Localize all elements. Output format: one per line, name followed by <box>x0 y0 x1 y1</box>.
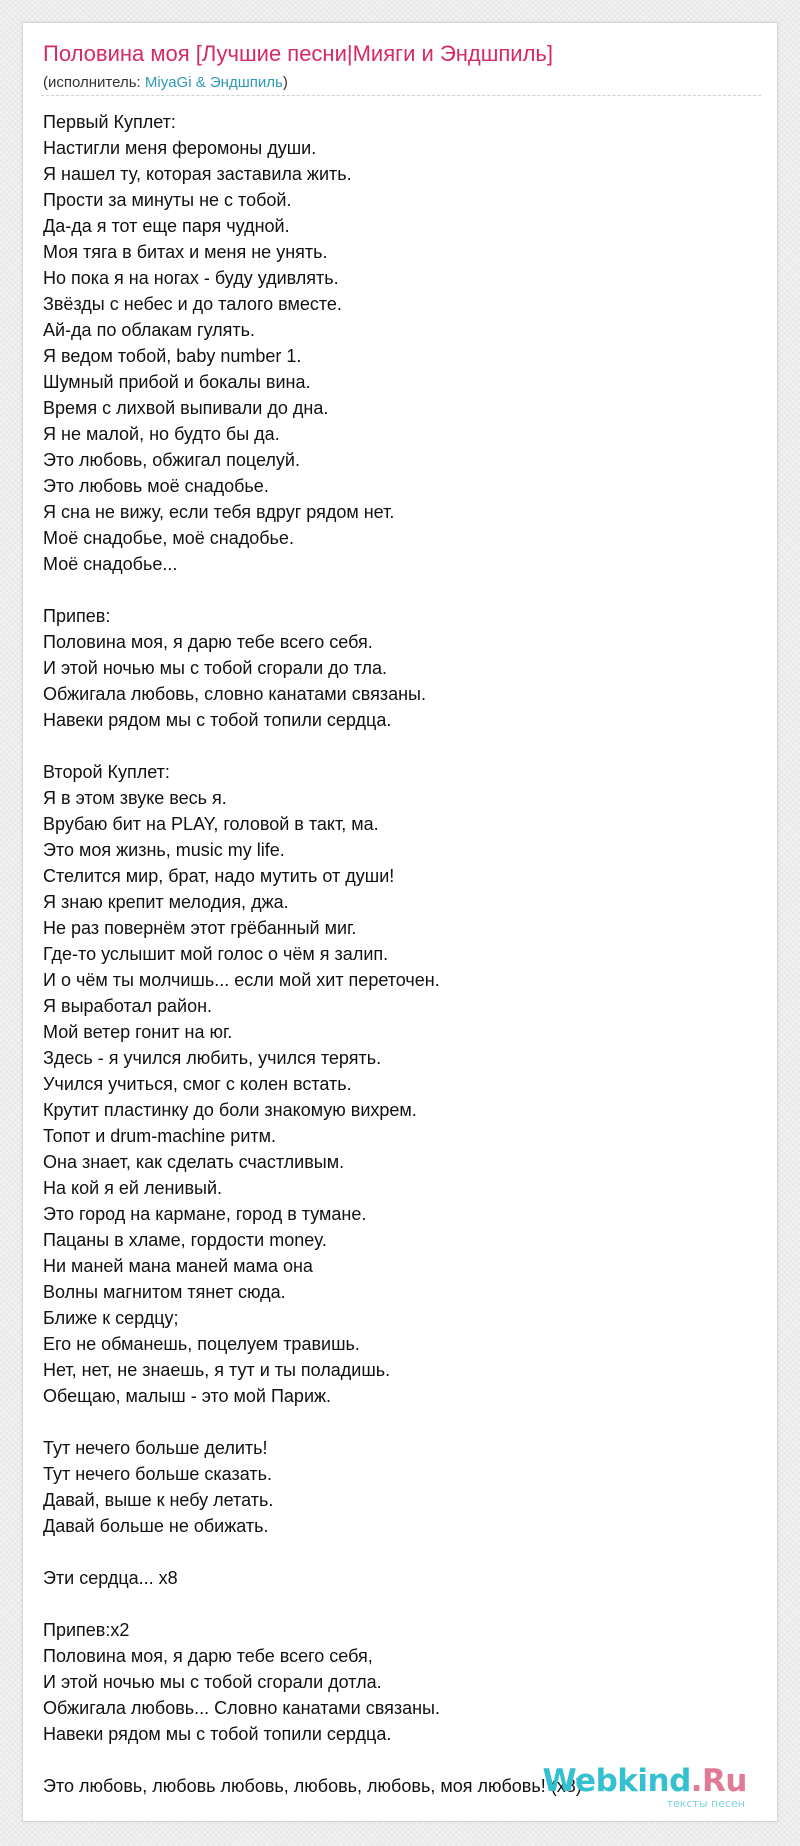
logo-name: Webkind <box>542 1763 691 1799</box>
title-divider <box>41 95 761 96</box>
logo-tld: .Ru <box>690 1763 747 1799</box>
artist-line <box>43 74 288 91</box>
artist-suffix: ) <box>282 74 288 91</box>
logo-tagline: тексты песен <box>666 1797 745 1810</box>
song-title: Половина моя [Лучшие песни|Мияги и Эндшпиль] <box>43 41 554 66</box>
site-logo <box>542 1763 747 1810</box>
lyrics-text: Первый Куплет: Настигли меня феромоны души. Я нашел ту, которая заставила жить. Прости за минуты не с тобой. Да-да я тот еще паря чудной. Моя тяга в битах и меня не унять. Но пока я на ногах - буду удивлять. Звёзды с небес и до талого вместе. Ай-да по облакам гулять. Я ведом тобой, baby number 1. Шумный прибой и бокалы вина. Время с лихвой выпивали до дна. Я не малой, но будто бы да. Это любовь, обжигал поцелуй. Это любовь моё снадобье. Я сна не вижу, если тебя вдруг рядом нет. Моё снадобье, моё снадобье. Моё снадобье... Припев: Половина моя, я дарю тебе всего себя. И этой ночью мы с тобой сгорали до тла. Обжигала любовь, словно канатами связаны. Навеки рядом мы с тобой топили сердца. Второй Куплет: Я в этом звуке весь я. Врубаю бит на PLAY, головой в такт, ма. Это моя жизнь, music my life. Стелится мир, брат, надо мутить от души! Я знаю крепит мелодия, джа. Не раз повернём этот грёбанный миг. Где-то услышит мой голос о чём я залип. И о чём ты молчишь... если мой хит переточен. Я выработал район. Мой ветер гонит на юг. Здесь - я учился любить, учился терять. Учился учиться, смог с колен встать. Крутит пластинку до боли знакомую вихрем. Топот и drum-machine ритм. Она знает, как сделать счастливым. На кой я ей ленивый. Это город на кармане, город в тумане. Пацаны в хламе, гордости money. Ни маней мана маней мама она Волны магнитом тянет сюда. Ближе к сердцу; Его не обманешь, поцелуем травишь. Нет, нет, не знаешь, я тут и ты поладишь. Обещаю, малыш - это мой Париж. Тут нечего больше делить! Тут нечего больше сказать. Давай, выше к небу летать. Давай больше не обижать. Эти сердца... x8 Припев:x2 Половина моя, я дарю тебе всего себя, И этой ночью мы с тобой сгорали дотла. Обжигала любовь... Словно канатами связаны. Навеки рядом мы с тобой топили сердца. Это любовь, любовь любовь, любовь, любовь, моя любовь! (x8) <box>43 112 582 1796</box>
lyrics-card <box>22 22 778 1822</box>
artist-link[interactable]: MiyaGi & Эндшпиль <box>144 74 283 91</box>
logo-wordmark <box>542 1763 747 1799</box>
artist-prefix: (исполнитель: <box>43 74 145 91</box>
